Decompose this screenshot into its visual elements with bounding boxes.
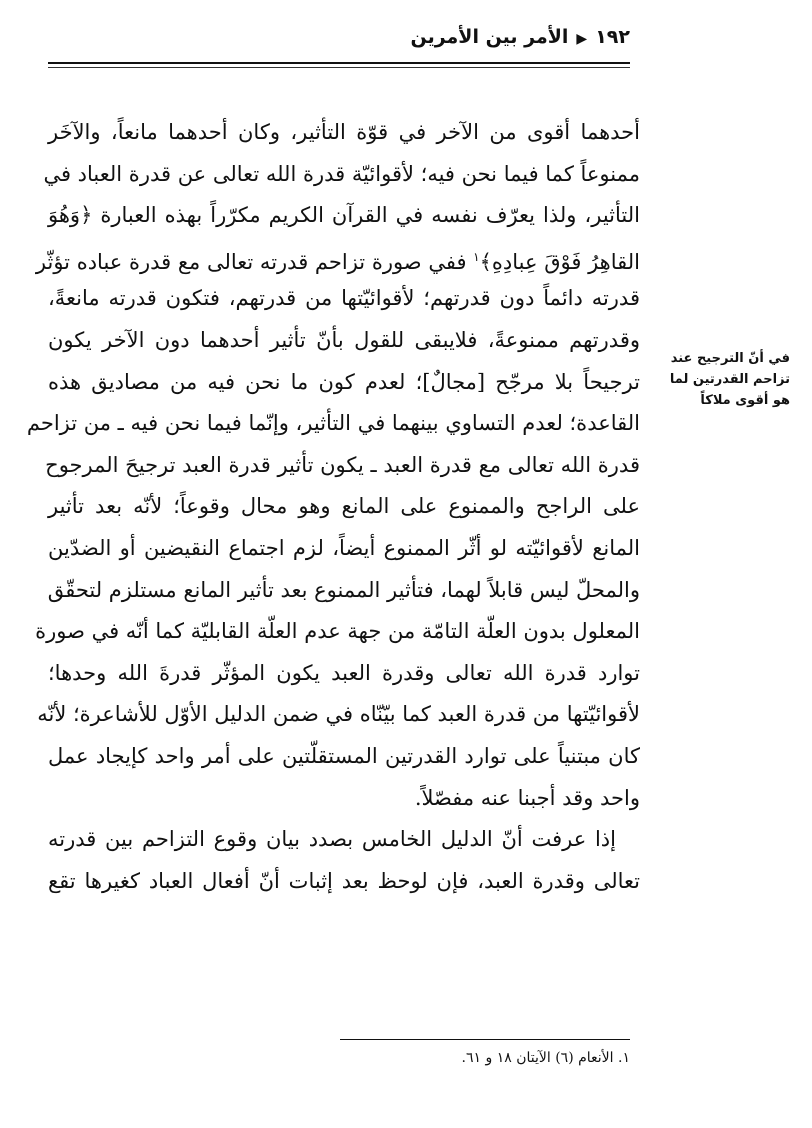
text-line: أحدهما أقوى من الآخر في قوّة التأثير، وكان أحدهما مانعاً، والآخَر [48, 120, 640, 144]
text-line: ترجيحاً بلا مرجّح [مجالٌ]؛ لعدم كون ما نحن فيه من مصاديق هذه [48, 369, 640, 394]
running-header [48, 26, 630, 56]
text-line [35, 237, 640, 279]
text-line: القاعدة؛ لعدم التساوي بينهما في التأثير، وإنّما فيما نحن فيه ـ من تزاحم [26, 411, 640, 436]
text-line: إذا عرفت أنّ الدليل الخامس بصدد بيان وقوع التزاحم بين قدرته [48, 827, 616, 852]
text-line: تعالى وقدرة العبد، فإن لوحظ بعد إثبات أنّ أفعال العباد كغيرها تقع [48, 868, 640, 893]
text-line: المانع لأقوائيّته لو أثّر الممنوع أيضاً، لزم اجتماع النقيضين أو الضدّين [48, 535, 640, 560]
text-line: توارد قدرة الله تعالى وقدرة العبد يكون المؤثّر قدرةَ الله وحدها؛ [48, 660, 640, 685]
quran-verse: القاهِرُ فَوْقَ عِبادِهِ﴾ [479, 249, 640, 274]
footnote-marker: ١ [473, 249, 480, 264]
header-rule-thin [48, 67, 630, 68]
arrow-icon: ▶ [576, 31, 588, 47]
text-line: التأثير، ولذا يعرّف نفسه في القرآن الكريم مكرّراً بهذه العبارة ﴿وَهُوَ [48, 203, 640, 228]
margin-note [648, 348, 790, 411]
margin-note-line: تزاحم القدرتين لما [669, 372, 790, 387]
text-line: على الراجح والممنوع على المانع وهو محال وقوعاً؛ لأنّه بعد تأثير [48, 494, 640, 519]
margin-note-line: في أنّ الترجيح عند [670, 351, 790, 366]
header-rule [48, 62, 630, 64]
text-line: وقدرتهم ممنوعةً، فلايبقى للقول بأنّ تأثير أحدهما دون الآخر يكون [48, 327, 640, 352]
text-line: ممنوعاً كما فيما نحن فيه؛ لأقوائيّة قدرة الله تعالى عن قدرة العباد في [43, 161, 640, 186]
footnote: ١. الأنعام (٦) الآيتان ١٨ و ٦١. [461, 1050, 630, 1066]
running-title: الأمر بين الأمرين [410, 26, 569, 48]
text-segment: ففي صورة تزاحم قدرته تعالى مع قدرة عباده تؤثّر [35, 249, 467, 274]
page-number: ١٩٢ [595, 26, 630, 48]
text-line: لأقوائيّتها من قدرة العبد كما بيّنّاه في ضمن الدليل الأوّل للأشاعرة؛ لأنّه [37, 702, 640, 727]
text-line: قدرته دائماً دون قدرتهم؛ لأقوائيّتها من قدرتهم، فتكون قدرته مانعةً، [48, 286, 640, 311]
text-line: المعلول بدون العلّة التامّة من جهة عدم العلّة القابليّة كما أنّه في صورة [35, 619, 640, 644]
text-line: كان مبتنياً على توارد القدرتين المستقلّتين على أمر واحد كإيجاد عمل [48, 743, 640, 768]
footnote-rule [340, 1039, 630, 1040]
text-line: قدرة الله تعالى مع قدرة العبد ـ يكون تأثير قدرة العبد ترجيحَ المرجوح [45, 452, 640, 477]
margin-note-line: هو أقوى ملاكاً [700, 393, 790, 408]
main-text [26, 112, 640, 902]
text-line: والمحلّ ليس قابلاً لهما، فتأثير الممنوع بعد تأثير المانع مستلزم لتحقّق [47, 577, 640, 602]
text-line: واحد وقد أجبنا عنه مفصّلاً. [414, 785, 640, 810]
